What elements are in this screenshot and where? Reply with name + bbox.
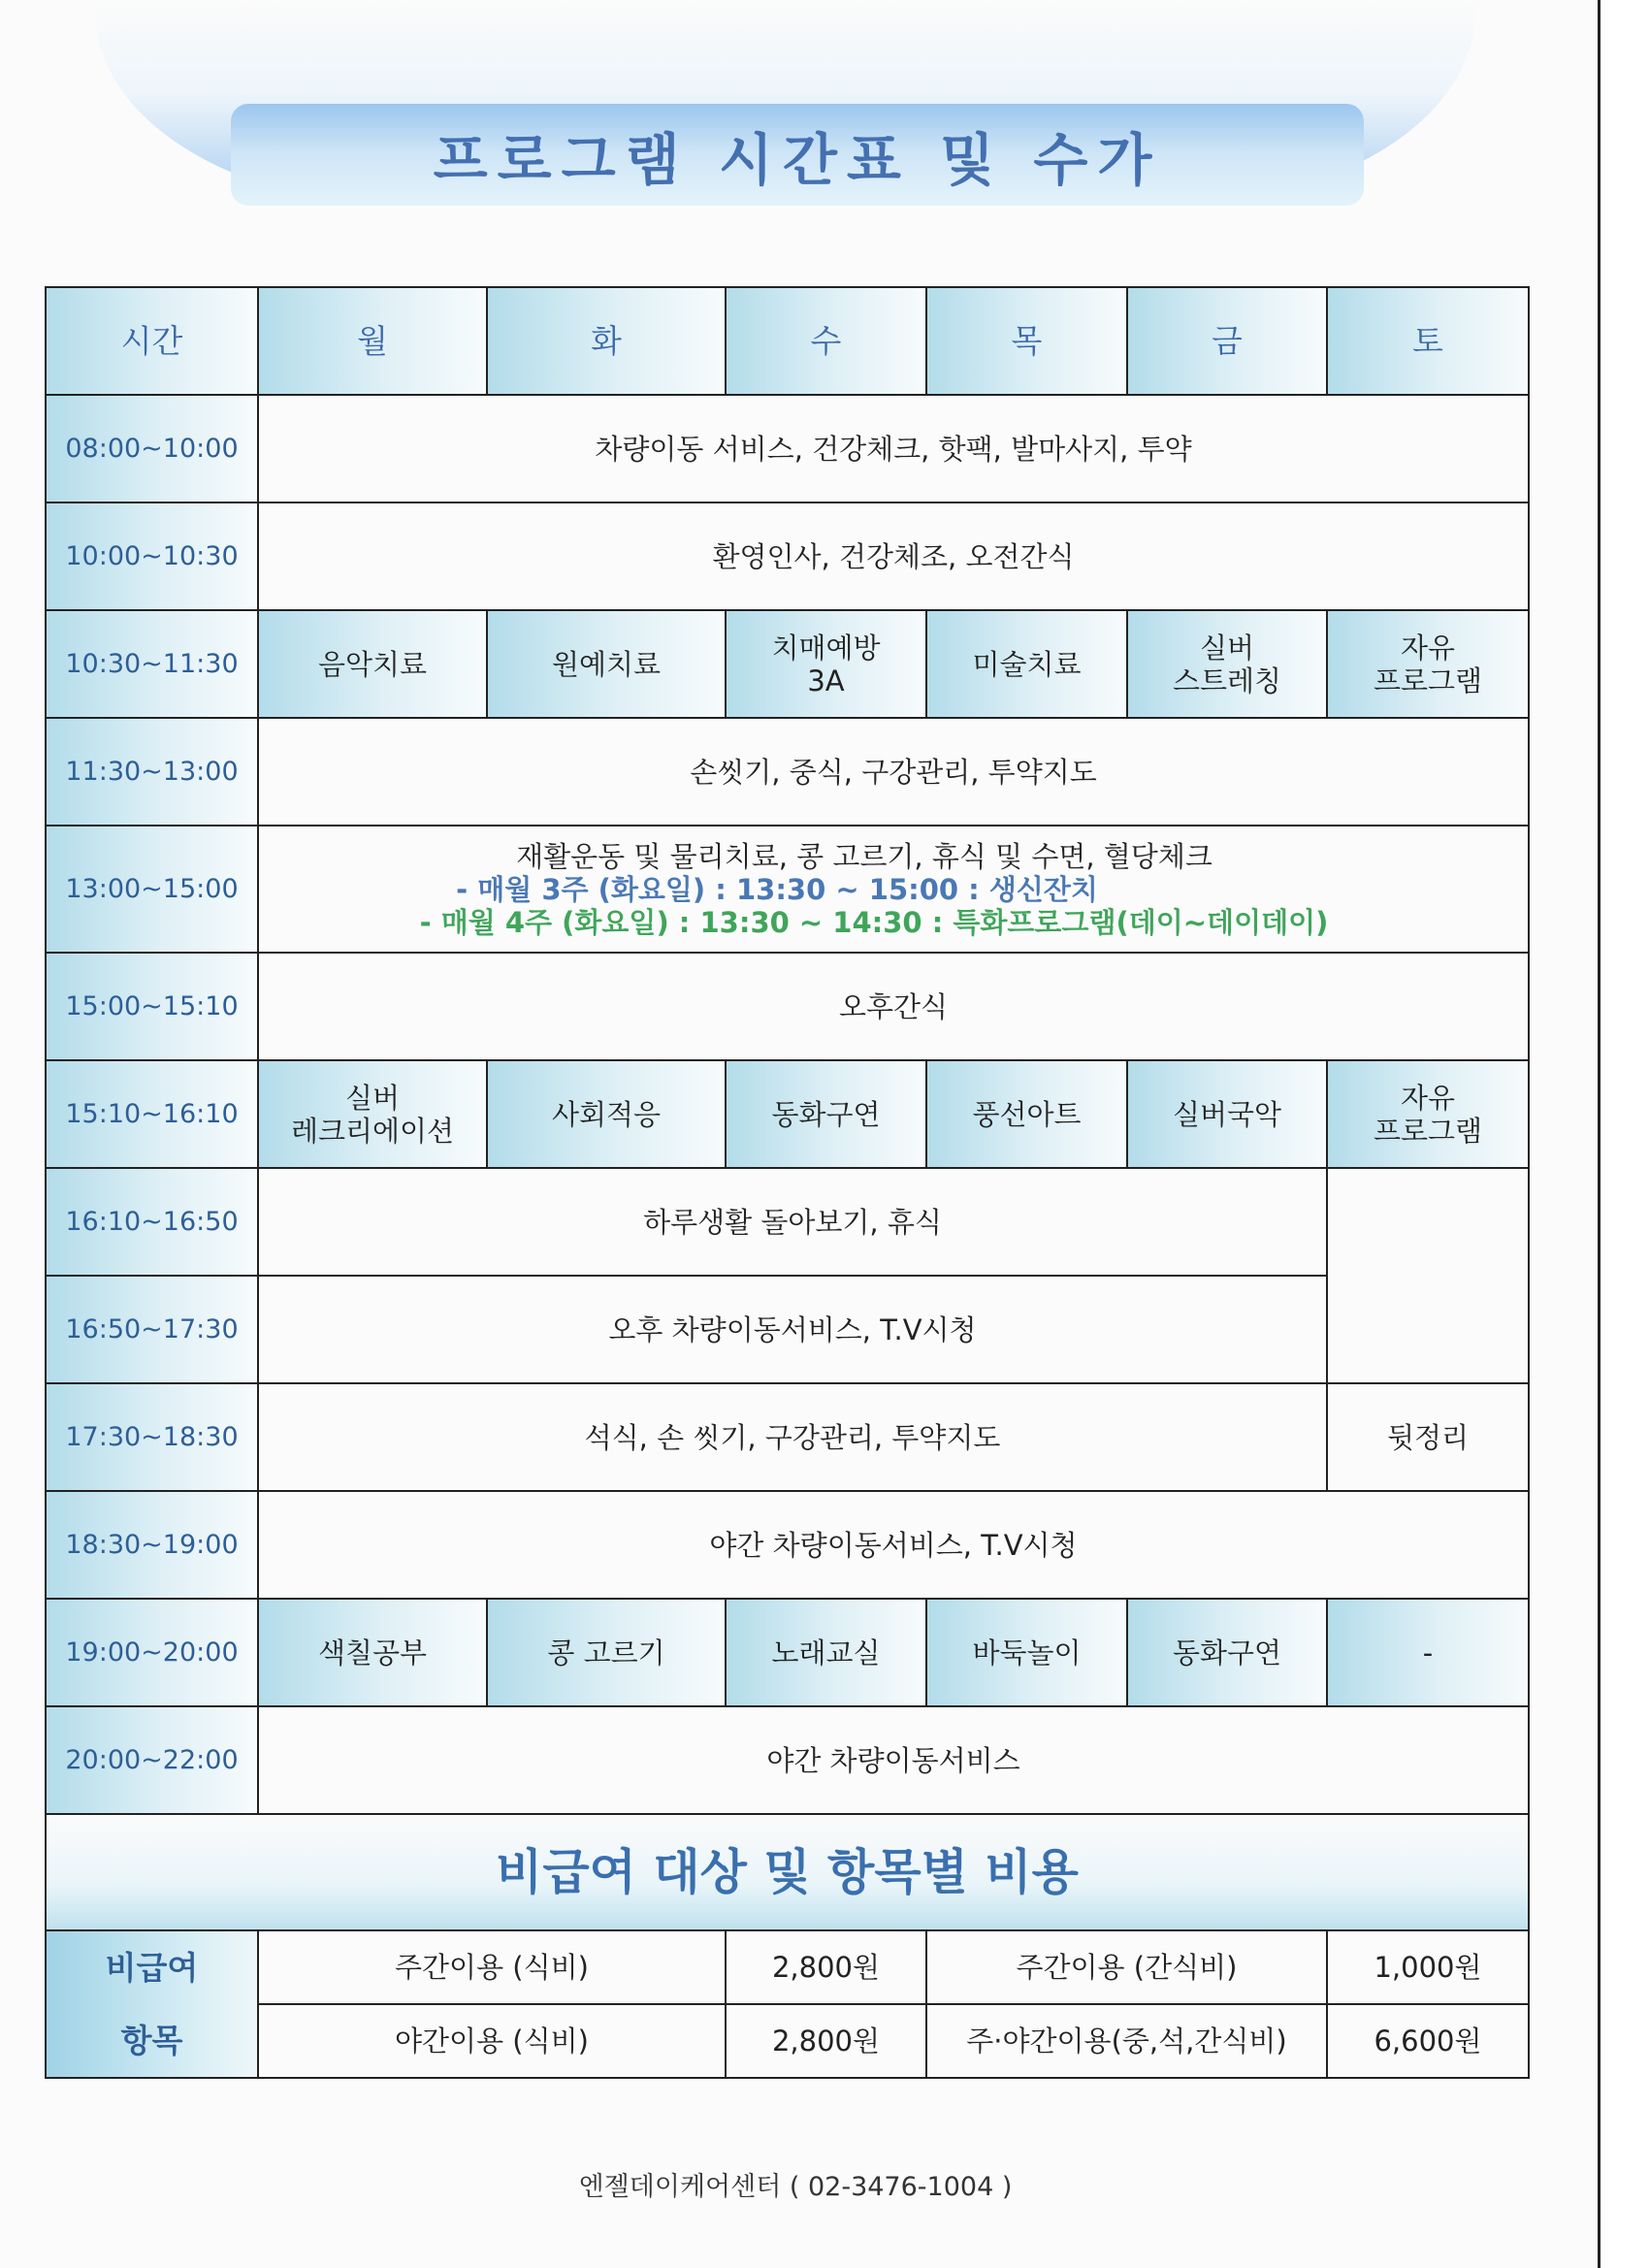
table-row <box>46 502 1529 610</box>
saturday-cell: 뒷정리 <box>1327 1383 1529 1491</box>
program-cell: 원예치료 <box>487 610 726 718</box>
fees-section-title: 비급여 대상 및 항목별 비용 <box>46 1814 1529 1930</box>
fee-item-name: 주간이용 (간식비) <box>926 1930 1327 2004</box>
header-time: 시간 <box>46 287 258 395</box>
program-cell: 치매예방 3A <box>726 610 926 718</box>
fee-item-price: 2,800원 <box>726 2004 926 2078</box>
activity-cell: 환영인사, 건강체조, 오전간식 <box>258 502 1529 610</box>
program-cell: 노래교실 <box>726 1599 926 1706</box>
time-cell: 16:50~17:30 <box>46 1276 258 1383</box>
fees-label <box>46 1930 258 2078</box>
activity-cell: 차량이동 서비스, 건강체크, 핫팩, 발마사지, 투약 <box>258 395 1529 502</box>
table-row <box>46 1491 1529 1599</box>
header-mon: 월 <box>258 287 487 395</box>
schedule-table <box>45 286 1530 2079</box>
activity-cell: 야간 차량이동서비스, T.V시청 <box>258 1491 1529 1599</box>
program-cell: 실버 스트레칭 <box>1127 610 1327 718</box>
scan-edge <box>1598 0 1649 2268</box>
empty-cell <box>1327 1168 1529 1383</box>
time-cell: 15:10~16:10 <box>46 1060 258 1168</box>
program-cell: 음악치료 <box>258 610 487 718</box>
time-cell: 11:30~13:00 <box>46 718 258 826</box>
program-cell: 자유 프로그램 <box>1327 610 1529 718</box>
program-cell: - <box>1327 1599 1529 1706</box>
table-row <box>46 1383 1529 1491</box>
table-row <box>46 953 1529 1060</box>
table-row <box>46 1599 1529 1706</box>
fee-item-name: 주·야간이용(중,석,간식비) <box>926 2004 1327 2078</box>
activity-cell: 석식, 손 씻기, 구강관리, 투약지도 <box>258 1383 1327 1491</box>
fees-label-line1: 비급여 <box>105 1949 199 1987</box>
activity-text: 재활운동 및 물리치료, 콩 고르기, 휴식 및 수면, 혈당체크 <box>516 839 1212 873</box>
fee-item-price: 2,800원 <box>726 1930 926 2004</box>
table-row <box>46 1168 1529 1276</box>
note-special-program: - 매월 4주 (화요일) : 13:30 ~ 14:30 : 특화프로그램(데이~데이데이) <box>419 905 1329 939</box>
header-row <box>46 287 1529 395</box>
fees-label-line2: 항목 <box>120 2022 183 2059</box>
activity-cell <box>258 826 1529 953</box>
fee-item-name: 주간이용 (식비) <box>258 1930 726 2004</box>
header-tue: 화 <box>487 287 726 395</box>
table-row <box>46 1706 1529 1814</box>
table-row <box>46 610 1529 718</box>
table-row <box>46 826 1529 953</box>
program-cell: 동화구연 <box>1127 1599 1327 1706</box>
time-cell: 08:00~10:00 <box>46 395 258 502</box>
program-cell: 동화구연 <box>726 1060 926 1168</box>
program-cell: 미술치료 <box>926 610 1127 718</box>
program-cell: 자유 프로그램 <box>1327 1060 1529 1168</box>
fee-item-price: 6,600원 <box>1327 2004 1529 2078</box>
time-cell: 10:00~10:30 <box>46 502 258 610</box>
table-row <box>46 718 1529 826</box>
table-row <box>46 1276 1529 1383</box>
activity-cell: 오후 차량이동서비스, T.V시청 <box>258 1276 1327 1383</box>
header-thu: 목 <box>926 287 1127 395</box>
program-cell: 사회적응 <box>487 1060 726 1168</box>
program-cell: 색칠공부 <box>258 1599 487 1706</box>
note-birthday: - 매월 3주 (화요일) : 13:30 ~ 15:00 : 생신잔치 <box>456 872 1098 906</box>
header-fri: 금 <box>1127 287 1327 395</box>
time-cell: 20:00~22:00 <box>46 1706 258 1814</box>
table-row <box>46 395 1529 502</box>
time-cell: 19:00~20:00 <box>46 1599 258 1706</box>
fee-item-name: 야간이용 (식비) <box>258 2004 726 2078</box>
page-title: 프로그램 시간표 및 수가 <box>433 126 1162 193</box>
time-cell: 18:30~19:00 <box>46 1491 258 1599</box>
footer-contact: 엔젤데이케어센터 ( 02-3476-1004 ) <box>578 2172 1013 2202</box>
activity-cell: 하루생활 돌아보기, 휴식 <box>258 1168 1327 1276</box>
fee-item-price: 1,000원 <box>1327 1930 1529 2004</box>
time-cell: 17:30~18:30 <box>46 1383 258 1491</box>
time-cell: 13:00~15:00 <box>46 826 258 953</box>
activity-cell: 오후간식 <box>258 953 1529 1060</box>
title-banner <box>231 104 1364 206</box>
header-wed: 수 <box>726 287 926 395</box>
header-sat: 토 <box>1327 287 1529 395</box>
time-cell: 15:00~15:10 <box>46 953 258 1060</box>
program-cell: 콩 고르기 <box>487 1599 726 1706</box>
program-cell: 바둑놀이 <box>926 1599 1127 1706</box>
activity-cell: 손씻기, 중식, 구강관리, 투약지도 <box>258 718 1529 826</box>
fee-row <box>46 1930 1529 2004</box>
time-cell: 10:30~11:30 <box>46 610 258 718</box>
program-cell: 풍선아트 <box>926 1060 1127 1168</box>
table-row <box>46 1060 1529 1168</box>
program-cell: 실버국악 <box>1127 1060 1327 1168</box>
time-cell: 16:10~16:50 <box>46 1168 258 1276</box>
program-cell: 실버 레크리에이션 <box>258 1060 487 1168</box>
activity-cell: 야간 차량이동서비스 <box>258 1706 1529 1814</box>
fee-row <box>46 2004 1529 2078</box>
